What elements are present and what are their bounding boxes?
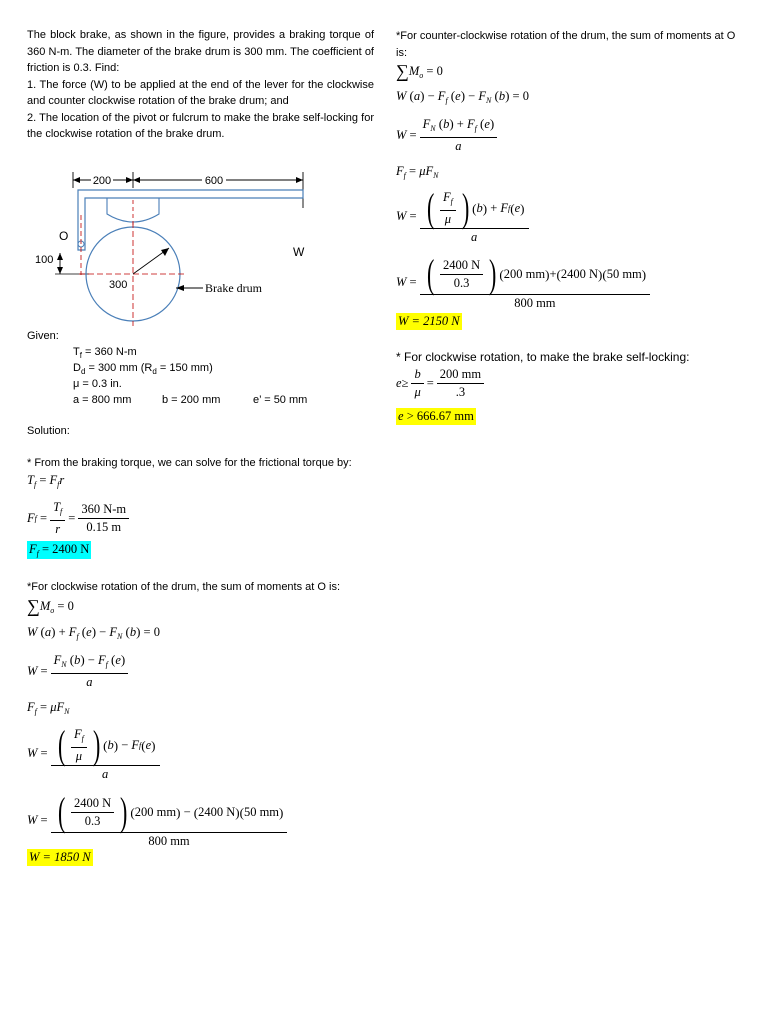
ccw-moment-eq: W $(a) - F_f$ $(e) - F_N$ (b) = 0 (396, 88, 529, 105)
cw-w-numbers: W = ( $\frac{2400 N}{0.3}$ ) ( 200 mm ) − ( 2400 N ) ( 50 mm ) 800 mm (27, 792, 290, 849)
given-heading: Given: (27, 330, 59, 342)
cw-w-formula: W = $\frac{F_N (b) - F_f (e)}{a}$ (27, 652, 131, 690)
ff-result: $F_f = 2400$ N (29, 542, 90, 558)
problem-item-1: 1. The force (W) to be applied at the end of the lever for the clockwise and counter clockwise rotation of the brake drum; and (27, 78, 374, 107)
problem-intro: The block brake, as shown in the figure, provides a braking torque of 360 N-m. The diameter of the brake drum is 300 mm. The coefficient of friction is 0.3. Find: (27, 29, 374, 74)
eq-ff-calc: F f = $\frac{T_f}{r}$ = $\frac{360 N-m}{0.15 m}$ (27, 500, 132, 537)
self-lock-result: e > 666.67 mm (398, 409, 474, 423)
problem-statement (27, 27, 374, 143)
cw-ff-mu: $F_f = \mu F_N$ (27, 700, 70, 716)
dim-600: 600 (204, 175, 224, 187)
given-dd: $D_d = 300$ mm ($R_d = 150$ mm) (73, 362, 213, 376)
cw-w-subst: W = ( $\frac{F_f}{\mu}$ ) ( b ) − F f ( e ) a (27, 725, 163, 782)
ccw-ff-mu: $F_f = \mu F_N$ (396, 164, 439, 180)
torque-intro: * From the braking torque, we can solve for the frictional torque by: (27, 457, 352, 469)
dim-100: 100 (35, 254, 54, 266)
given-mu: μ = 0.3 in. (73, 378, 122, 390)
brake-figure (27, 160, 317, 330)
ccw-intro: *For counter-clockwise rotation of the drum, the sum of moments at O is: (396, 30, 736, 59)
ccw-w-numbers: W = ( $\frac{2400 N}{0.3}$ ) ( 200 mm ) + ( 2400 N ) ( 50 mm ) 800 mm (396, 254, 653, 311)
cw-sum-moments: $\sum M_o = 0$ (27, 596, 74, 616)
dim-300: 300 (109, 279, 128, 291)
ccw-w-subst: W = ( $\frac{F_f}{\mu}$ ) ( b ) + F f ( e ) a (396, 188, 532, 245)
label-w: W (293, 245, 305, 259)
cw-moment-eq: W $(a) + F_f$ $(e) - F_N$ (b) = 0 (27, 624, 160, 641)
lever (78, 190, 303, 250)
ccw-w-formula: W = $\frac{F_N (b) + F_f (e)}{a}$ (396, 116, 500, 154)
label-brake-drum: Brake drum (205, 281, 262, 295)
given-a: a = 800 mm (73, 394, 132, 406)
cw-result: W = 1850 N (29, 850, 91, 864)
given-tf: $T_f = 360$ N-m (73, 346, 137, 360)
self-lock-intro: * For clockwise rotation, to make the brake self-locking: (396, 350, 690, 364)
dim-200: 200 (92, 175, 112, 187)
problem-item-2: 2. The location of the pivot or fulcrum to make the brake self-locking for the clockwise rotation of the brake drum. (27, 111, 374, 140)
solution-heading: Solution: (27, 425, 70, 437)
ccw-sum-moments: $\sum M_o = 0$ (396, 61, 443, 81)
self-lock-result-value: > 666.67 mm (406, 409, 474, 423)
eq-tf: $T_f = F_fr$ (27, 473, 65, 489)
cw-intro: *For clockwise rotation of the drum, the sum of moments at O is: (27, 581, 341, 593)
given-e: e’ = 50 mm (253, 394, 308, 406)
ccw-result: W = 2150 N (398, 314, 460, 328)
given-b: b = 200 mm (162, 394, 221, 406)
self-lock-eq: e ≥ $\frac{b}{\mu}$ = $\frac{200 mm}{.3}$ (396, 367, 487, 400)
label-o: O (59, 229, 69, 243)
